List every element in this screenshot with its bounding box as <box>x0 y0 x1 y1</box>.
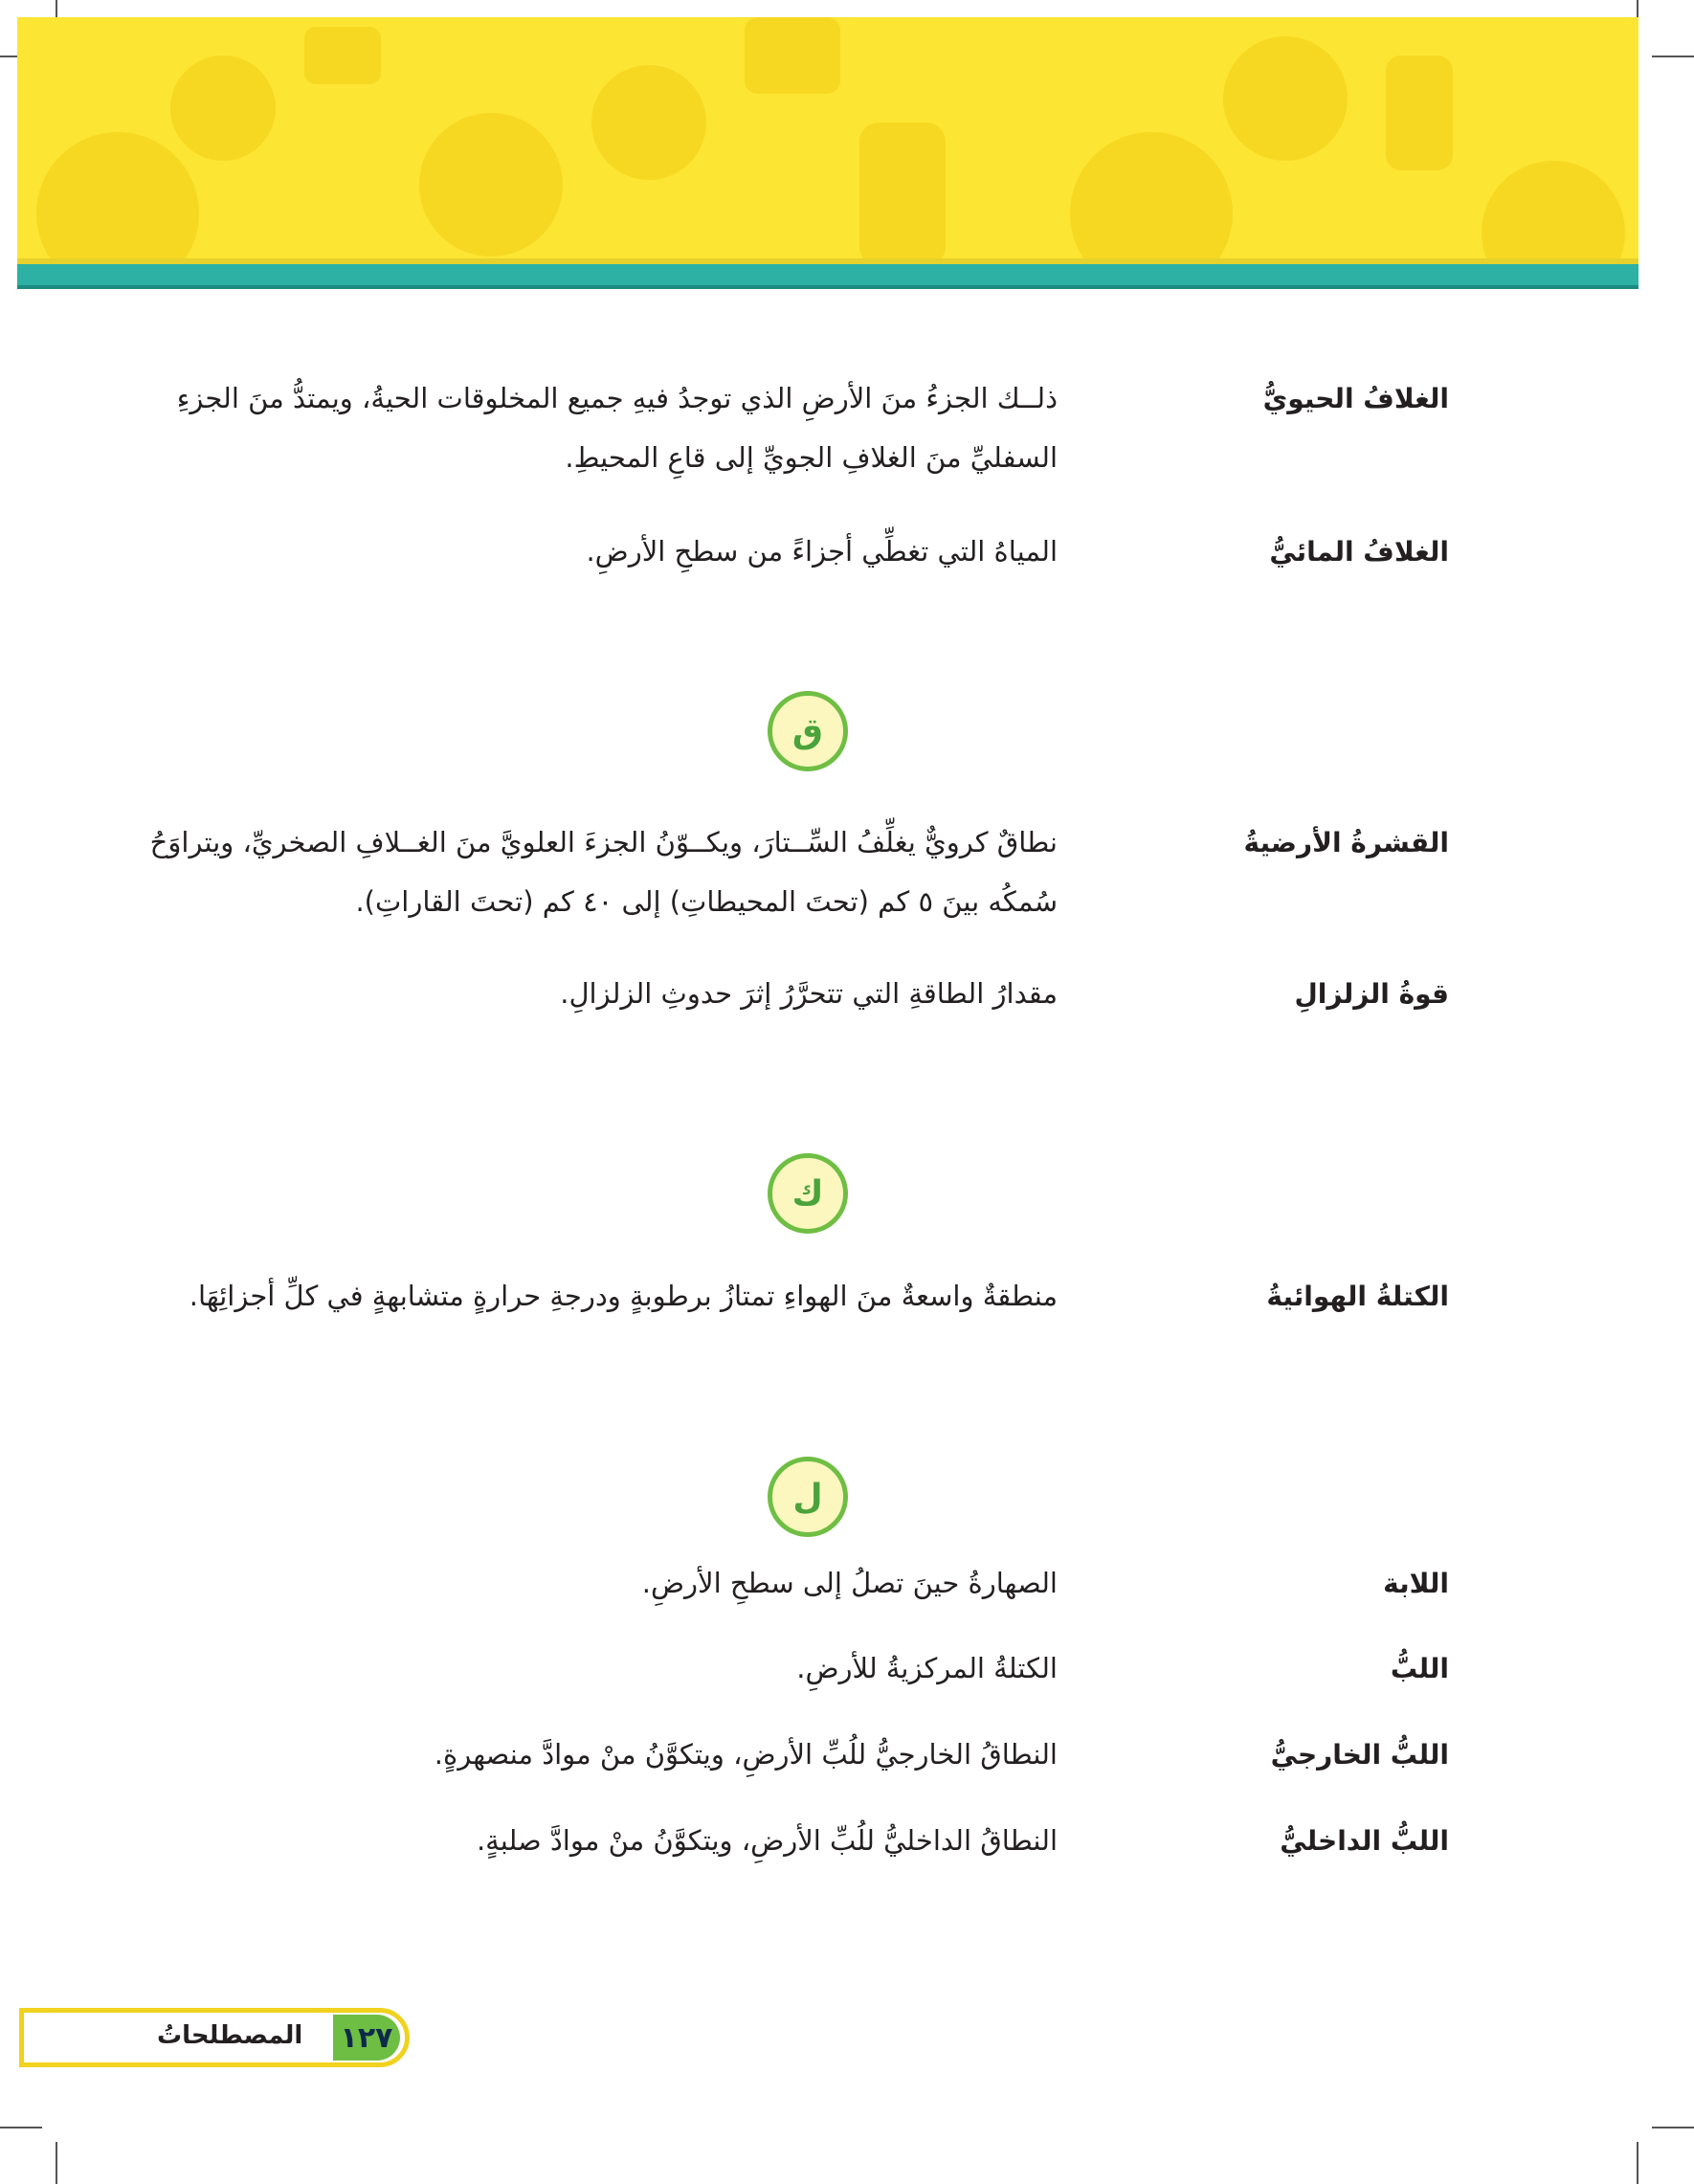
glossary-term: الغلافُ الحيويُّ <box>1262 383 1449 414</box>
header-banner <box>17 17 1638 264</box>
glossary-term: اللابة <box>1383 1568 1449 1599</box>
letter-badge: ل <box>768 1457 848 1537</box>
page-number: ١٢٧ <box>333 2015 400 2061</box>
glossary-term: القشرةُ الأرضيةُ <box>1243 827 1449 858</box>
glossary-definition: نطاقٌ كرويٌّ يغلِّفُ السِّــتارَ، ويكــوّنُ الجزءَ العلويَّ منَ الغــلافِ الصخريِّ، ويتراوَحُ سُمكُه بينَ ٥ كم (تحتَ المحيطاتِ) إلى ٤٠ كم (تحتَ القاراتِ). <box>149 826 1058 918</box>
glossary-definition: الكتلةُ المركزيةُ للأرضِ. <box>796 1652 1058 1684</box>
glossary-term: الغلافُ المائيُّ <box>1269 536 1449 568</box>
glossary-definition: مقدارُ الطاقةِ التي تتحرَّرُ إثرَ حدوثِ الزلزالِ. <box>560 977 1058 1010</box>
glossary-term: الكتلةُ الهوائيةُ <box>1266 1281 1449 1312</box>
glossary-definition: المياهُ التي تغطِّي أجزاءً من سطحِ الأرضِ. <box>586 535 1058 568</box>
crop-mark <box>1637 2142 1638 2184</box>
banner-stripe <box>17 264 1638 289</box>
crop-mark <box>56 2142 57 2184</box>
glossary-term: اللبُّ <box>1390 1653 1449 1684</box>
glossary-definition: ذلــك الجزءُ منَ الأرضِ الذي توجدُ فيهِ جميع المخلوقات الحيةُ، ويمتدُّ منَ الجزءِ السفليِّ منَ الغلافِ الجويِّ إلى قاعِ المحيطِ. <box>176 382 1058 474</box>
glossary-definition: الصهارةُ حينَ تصلُ إلى سطحِ الأرضِ. <box>641 1567 1058 1599</box>
letter-badge: ق <box>768 691 848 771</box>
crop-mark <box>1652 56 1694 57</box>
glossary-term: اللبُّ الخارجيُّ <box>1270 1739 1449 1771</box>
crop-mark <box>0 2127 42 2128</box>
crop-mark <box>1652 2127 1694 2128</box>
glossary-term: اللبُّ الداخليُّ <box>1280 1825 1449 1857</box>
letter-badge: ك <box>768 1153 848 1234</box>
glossary-definition: النطاقُ الخارجيُّ للُبِّ الأرضِ، ويتكوَّنُ منْ موادَّ منصهرةٍ. <box>434 1738 1058 1771</box>
footer-section-title: المصطلحاتُ <box>157 2021 303 2050</box>
glossary-definition: النطاقُ الداخليُّ للُبِّ الأرضِ، ويتكوَّنُ منْ موادَّ صلبةٍ. <box>476 1824 1058 1857</box>
glossary-definition: منطقةٌ واسعةٌ منَ الهواءِ تمتازُ برطوبةٍ ودرجةِ حرارةٍ متشابهةٍ في كلِّ أجزائِهَا. <box>189 1280 1058 1312</box>
glossary-term: قوةُ الزلزالِ <box>1294 978 1449 1010</box>
